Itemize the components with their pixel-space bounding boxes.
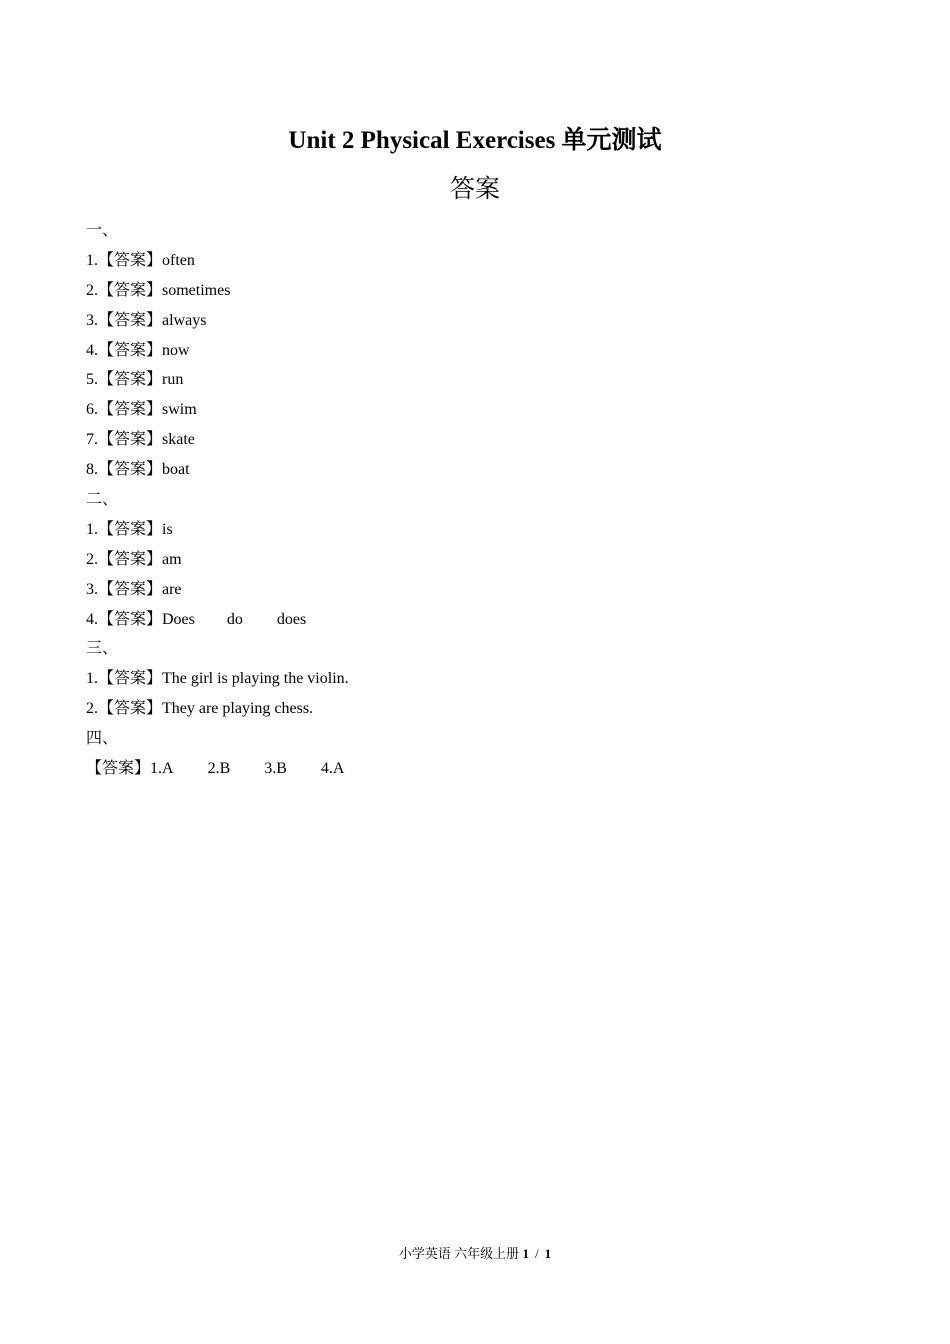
answer-line: 7.【答案】skate	[86, 431, 195, 449]
answer-line: 4.【答案】now	[86, 341, 190, 359]
answer-line: 6.【答案】swim	[86, 401, 197, 419]
answer-part: 4.A	[320, 760, 345, 778]
page-number-current: 1	[522, 1246, 529, 1261]
answer-line: 8.【答案】boat	[86, 461, 190, 479]
answer-line-multi	[86, 754, 866, 784]
answer-part: does	[276, 610, 307, 628]
answer-line: 1.【答案】The girl is playing the violin.	[86, 670, 349, 688]
document-subtitle: 答案	[449, 176, 500, 203]
answer-part: 【答案】1.A	[86, 760, 174, 778]
answer-part: 4.【答案】Does	[86, 610, 195, 628]
section-heading-1: 一、	[86, 222, 119, 239]
answer-line: 3.【答案】always	[86, 311, 207, 329]
answer-line: 2.【答案】sometimes	[86, 281, 231, 299]
answer-line: 3.【答案】are	[86, 580, 182, 598]
answer-line: 2.【答案】They are playing chess.	[86, 700, 314, 718]
answer-part: 3.B	[264, 760, 287, 778]
section-heading-4: 四、	[86, 730, 119, 748]
answer-part: do	[226, 610, 243, 628]
answer-part: 2.B	[207, 760, 231, 778]
page-number-total: 1	[544, 1246, 552, 1261]
answer-line: 2.【答案】am	[86, 550, 182, 568]
answer-line: 5.【答案】run	[86, 371, 184, 389]
answer-line: 1.【答案】often	[86, 251, 195, 269]
answer-line: 1.【答案】is	[86, 520, 173, 538]
section-heading-2: 二、	[86, 491, 119, 509]
page-number-separator: /	[534, 1246, 539, 1261]
answer-line-multi	[86, 605, 866, 635]
answer-body	[86, 216, 866, 784]
section-heading-3: 三、	[86, 640, 119, 658]
page-footer	[0, 1244, 950, 1264]
footer-label: 小学英语 六年级上册	[398, 1246, 520, 1261]
document-title: Unit 2 Physical Exercises 单元测试	[288, 127, 662, 154]
